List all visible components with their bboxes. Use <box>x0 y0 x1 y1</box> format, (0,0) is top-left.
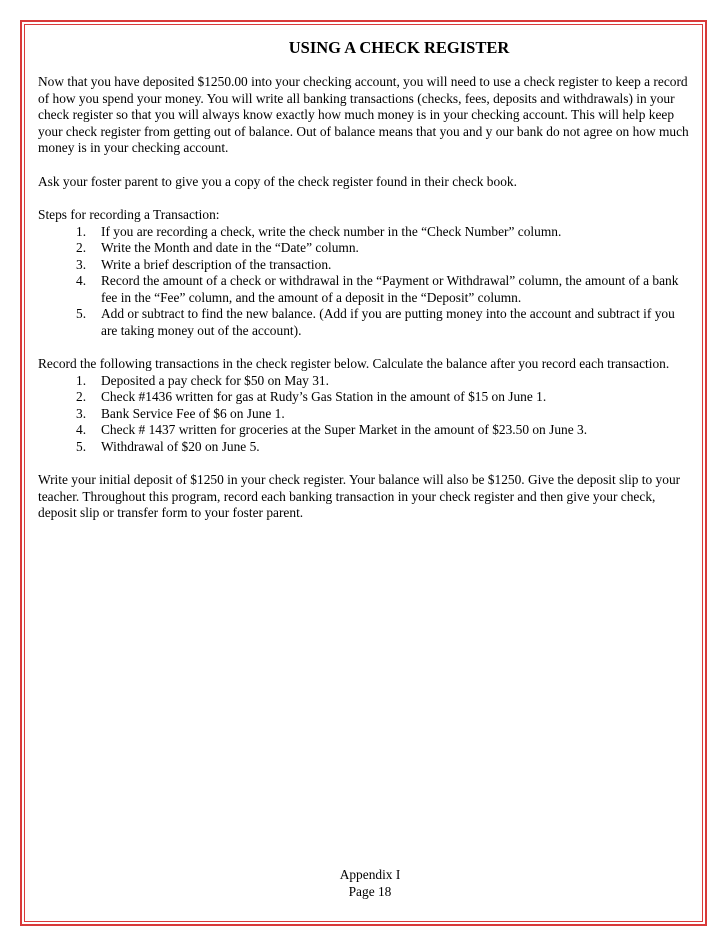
record-heading: Record the following transactions in the check register below. Calculate the balance after you record each transaction. <box>38 356 670 371</box>
list-item: 3. Write a brief description of the transaction. <box>76 256 332 272</box>
page-title: USING A CHECK REGISTER <box>288 38 510 57</box>
list-item: 4. Check # 1437 written for groceries at the Super Market in the amount of $23.50 on June 3. <box>76 422 588 437</box>
ask-paragraph: Ask your foster parent to give you a copy of the check register found in their check book. <box>38 173 517 189</box>
list-item: 3. Bank Service Fee of $6 on June 1. <box>76 405 285 421</box>
steps-heading: Steps for recording a Transaction: <box>38 207 220 222</box>
appendix-label: Appendix I <box>339 867 401 882</box>
list-item: 2. Check #1436 written for gas at Rudy’s Gas Station in the amount of $15 on June 1. <box>76 389 547 404</box>
list-item: 1. If you are recording a check, write the check number in the “Check Number” column. <box>76 223 562 239</box>
list-item: 5. Withdrawal of $20 on June 5. <box>76 438 260 454</box>
intro-paragraph: Now that you have deposited $1250.00 into your checking account, you will need to use a check register to keep a record of how you spend your money. You will write all banking transactions (checks, fees, deposits and withdrawals) in your check register so that you will always know exactly how much money is in your checking account. This will help keep your check register from getting out of balance. Out of balance means that you and y our bank do not agree on how much money is in your checking account. <box>38 74 689 155</box>
transactions-list <box>38 373 690 456</box>
list-item: 1. Deposited a pay check for $50 on May 31. <box>76 372 329 388</box>
list-item: 5. Add or subtract to find the new balance. (Add if you are putting money into the account and subtract if you are taking money out of the account). <box>76 306 675 338</box>
document-body <box>38 38 690 522</box>
list-item: 2. Write the Month and date in the “Date” column. <box>76 240 359 255</box>
page-number: Page 18 <box>348 884 392 899</box>
page-footer <box>0 866 728 900</box>
list-item: 4. Record the amount of a check or withdrawal in the “Payment or Withdrawal” column, the amount of a bank fee in the “Fee” column, and the amount of a deposit in the “Deposit” column. <box>76 273 679 305</box>
closing-paragraph: Write your initial deposit of $1250 in your check register. Your balance will also be $1250. Give the deposit slip to your teacher. Throughout this program, record each banking transaction in your check register and then give your check, deposit slip or transfer form to your foster parent. <box>38 472 681 520</box>
steps-list <box>38 224 690 340</box>
